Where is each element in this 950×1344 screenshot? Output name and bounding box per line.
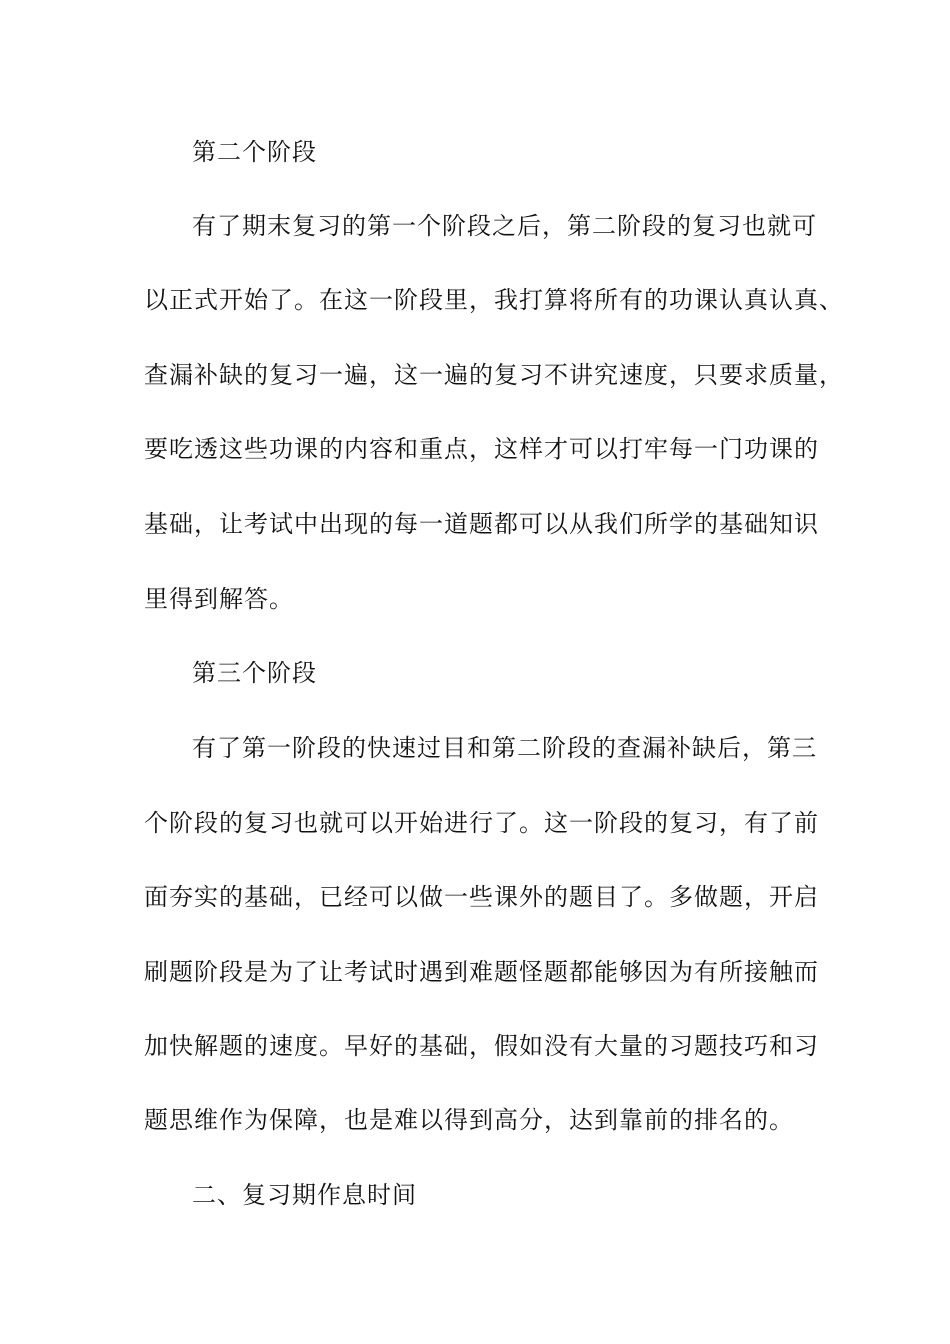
paragraph-line: 加快解题的速度。早好的基础，假如没有大量的习题技巧和习 [144,1032,819,1060]
paragraph-line: 要吃透这些功课的内容和重点，这样才可以打牢每一门功课的 [144,435,819,463]
paragraph-line: 面夯实的基础，已经可以做一些课外的题目了。多做题，开启 [144,883,819,911]
section-heading-rest-schedule: 二、复习期作息时间 [192,1181,417,1209]
paragraph-line: 以正式开始了。在这一阶段里，我打算将所有的功课认真认真、 [144,286,844,314]
heading-stage-three: 第三个阶段 [192,659,317,687]
paragraph-line: 基础，让考试中出现的每一道题都可以从我们所学的基础知识 [144,510,819,538]
heading-stage-two: 第二个阶段 [192,138,317,166]
paragraph-line: 查漏补缺的复习一遍，这一遍的复习不讲究速度，只要求质量， [144,361,844,389]
paragraph-line: 有了期末复习的第一个阶段之后，第二阶段的复习也就可 [192,212,817,240]
paragraph-line: 有了第一阶段的快速过目和第二阶段的查漏补缺后，第三 [192,734,817,762]
paragraph-line: 里得到解答。 [144,585,294,613]
paragraph-line: 个阶段的复习也就可以开始进行了。这一阶段的复习，有了前 [144,809,819,837]
paragraph-line: 刷题阶段是为了让考试时遇到难题怪题都能够因为有所接触而 [144,958,819,986]
paragraph-line: 题思维作为保障，也是难以得到高分，达到靠前的排名的。 [144,1106,794,1134]
